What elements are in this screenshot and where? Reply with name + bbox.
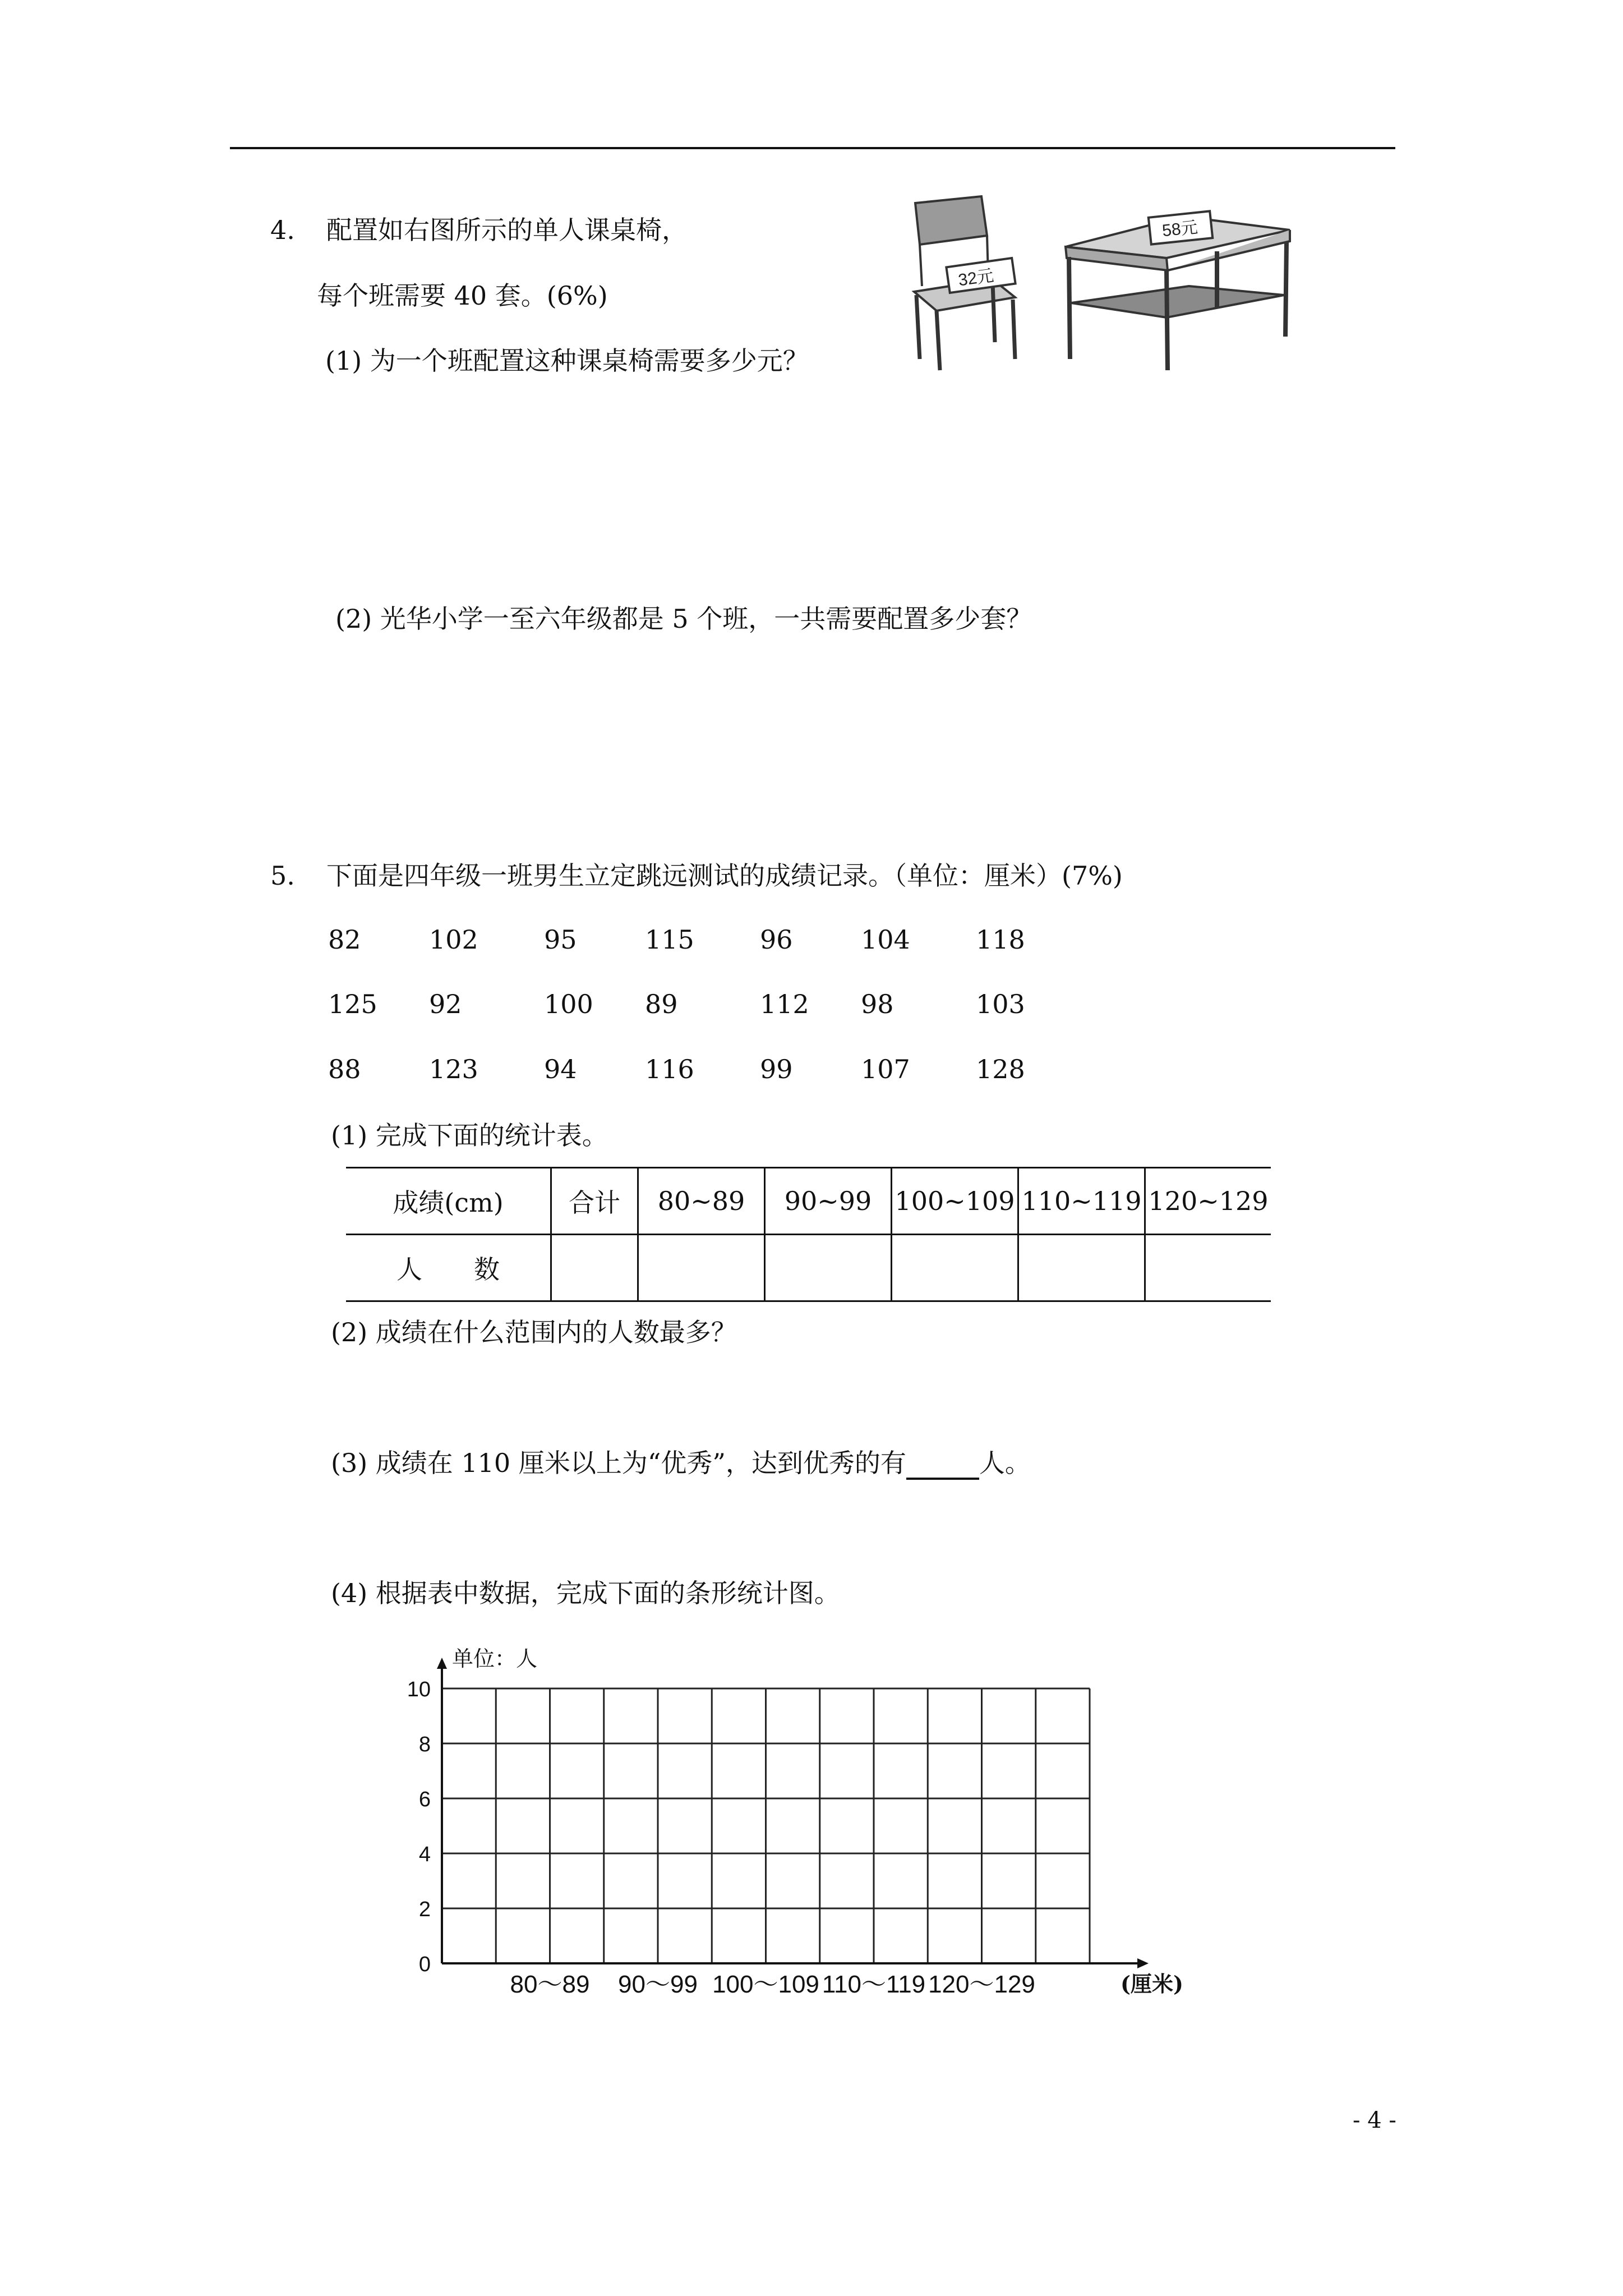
score-value: 118 bbox=[976, 924, 1025, 955]
answer-blank[interactable] bbox=[906, 1451, 979, 1480]
score-value: 88 bbox=[328, 1054, 361, 1084]
q5-sub3-suffix: 人。 bbox=[979, 1448, 1031, 1478]
score-value: 103 bbox=[976, 989, 1025, 1019]
score-value: 92 bbox=[429, 989, 462, 1019]
y-tick-label: 6 bbox=[418, 1788, 431, 1811]
q5-intro: 下面是四年级一班男生立定跳远测试的成绩记录。（单位：厘米）(7%) bbox=[326, 861, 1123, 891]
answer-cell[interactable] bbox=[765, 1235, 892, 1301]
chart-axes bbox=[437, 1658, 1149, 1968]
chair-price-tag: 32元 bbox=[957, 266, 995, 290]
q5-number: 5. bbox=[270, 861, 295, 891]
answer-cell-total[interactable] bbox=[551, 1235, 638, 1301]
y-tick-label: 0 bbox=[418, 1953, 431, 1976]
y-axis-arrow-icon bbox=[437, 1658, 447, 1669]
x-tick-label: 80～89 bbox=[510, 1971, 590, 1998]
score-value: 82 bbox=[328, 924, 361, 955]
table-cell: 80~89 bbox=[638, 1168, 765, 1235]
q5-sub3-text: (3) 成绩在 110 厘米以上为“优秀”，达到优秀的有 bbox=[331, 1448, 906, 1478]
table-cell: 110~119 bbox=[1018, 1168, 1145, 1235]
table-cell: 90~99 bbox=[765, 1168, 892, 1235]
x-tick-label: 110～119 bbox=[822, 1971, 926, 1998]
y-tick-label: 8 bbox=[418, 1733, 431, 1756]
answer-cell[interactable] bbox=[1145, 1235, 1271, 1301]
table-cell: 成绩(cm) bbox=[346, 1168, 551, 1235]
score-value: 107 bbox=[861, 1054, 910, 1084]
answer-cell[interactable] bbox=[638, 1235, 765, 1301]
q4-line2: 每个班需要 40 套。(6%) bbox=[317, 280, 608, 311]
score-value: 89 bbox=[645, 989, 678, 1019]
desk-price-tag: 58元 bbox=[1161, 218, 1199, 241]
chart-grid bbox=[442, 1688, 1090, 1963]
answer-cell[interactable] bbox=[1018, 1235, 1145, 1301]
score-value: 96 bbox=[760, 924, 793, 955]
q5-sub1: (1) 完成下面的统计表。 bbox=[331, 1120, 608, 1151]
x-tick-label: 100～109 bbox=[712, 1971, 819, 1998]
q4-number: 4. bbox=[270, 215, 295, 245]
statistics-table bbox=[346, 1167, 1271, 1302]
header-rule bbox=[230, 147, 1395, 149]
x-tick-label: 90～99 bbox=[618, 1971, 698, 1998]
score-value: 125 bbox=[328, 989, 377, 1019]
score-value: 100 bbox=[544, 989, 593, 1019]
score-value: 104 bbox=[861, 924, 910, 955]
table-cell: 120~129 bbox=[1145, 1168, 1271, 1235]
y-tick-label: 4 bbox=[418, 1843, 431, 1866]
x-tick-label: 120～129 bbox=[928, 1971, 1035, 1998]
table-cell: 100~109 bbox=[892, 1168, 1018, 1235]
score-value: 98 bbox=[861, 989, 894, 1019]
y-axis-label: 单位：人 bbox=[452, 1646, 538, 1671]
x-axis-arrow-icon bbox=[1137, 1958, 1149, 1968]
q5-sub3 bbox=[331, 1446, 1031, 1480]
chart-labels bbox=[407, 1646, 1183, 1998]
q4-sub2: (2) 光华小学一至六年级都是 5 个班，一共需要配置多少套？ bbox=[335, 604, 1032, 634]
score-value: 112 bbox=[760, 989, 809, 1019]
bar-chart bbox=[393, 1632, 1245, 2008]
score-value: 128 bbox=[976, 1054, 1025, 1084]
score-value: 99 bbox=[760, 1054, 793, 1084]
score-value: 116 bbox=[645, 1054, 694, 1084]
table-cell: 合计 bbox=[551, 1168, 638, 1235]
q5-sub2: (2) 成绩在什么范围内的人数最多？ bbox=[331, 1317, 737, 1347]
q5-sub4: (4) 根据表中数据，完成下面的条形统计图。 bbox=[331, 1578, 840, 1608]
table-row-label: 人 数 bbox=[346, 1235, 551, 1301]
score-value: 102 bbox=[429, 924, 478, 955]
q4-line1: 配置如右图所示的单人课桌椅， bbox=[326, 215, 688, 245]
score-value: 94 bbox=[544, 1054, 577, 1084]
y-tick-label: 10 bbox=[407, 1678, 431, 1701]
q4-sub1: (1) 为一个班配置这种课桌椅需要多少元？ bbox=[325, 346, 809, 376]
page-number: - 4 - bbox=[1353, 2108, 1396, 2133]
score-value: 123 bbox=[429, 1054, 478, 1084]
y-tick-label: 2 bbox=[418, 1898, 431, 1921]
score-value: 115 bbox=[645, 924, 694, 955]
score-value: 95 bbox=[544, 924, 577, 955]
x-axis-label: (厘米) bbox=[1121, 1971, 1183, 1996]
table-count-row bbox=[346, 1235, 1271, 1301]
desk-chair-illustration bbox=[903, 191, 1295, 381]
answer-cell[interactable] bbox=[892, 1235, 1018, 1301]
table-header-row bbox=[346, 1168, 1271, 1235]
